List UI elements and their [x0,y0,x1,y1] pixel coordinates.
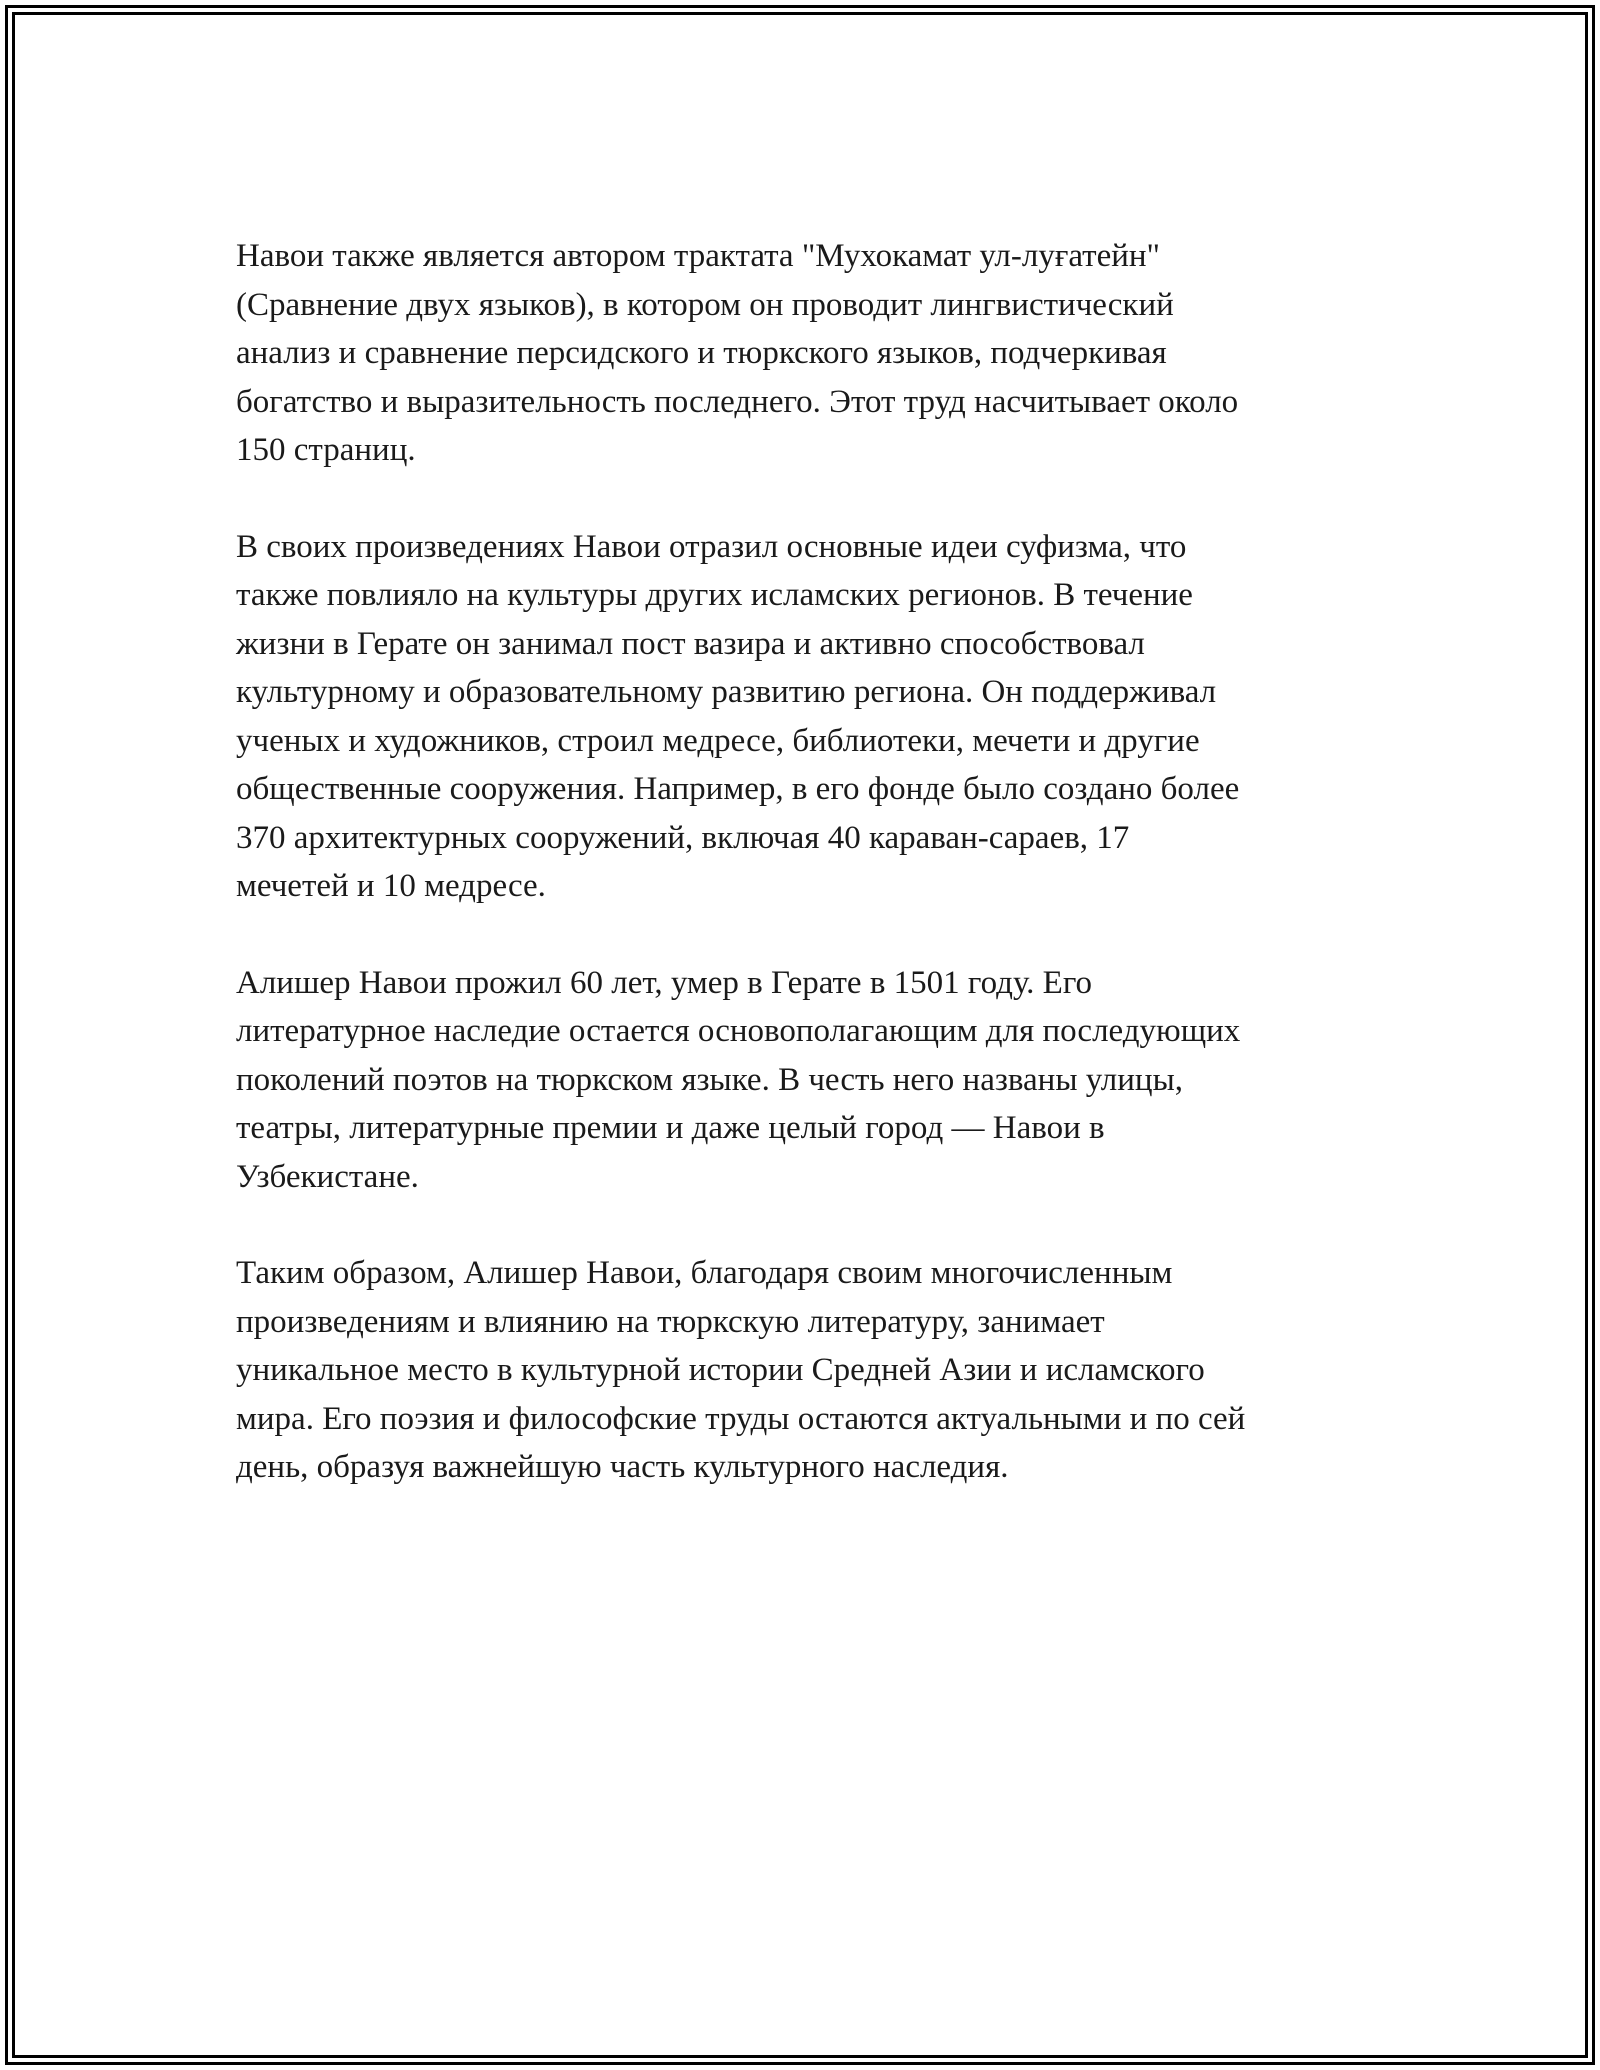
paragraph-4: Таким образом, Алишер Навои, благодаря своим многочисленным произведениям и влиянию на тюркскую литературу, занимает уникальное место в культурной истории Средней Азии и исламского мира. Его поэзия и философские труды остаются актуальными и по сей день, образуя важнейшую часть культурного наследия. [236,1255,1246,1485]
document-body [236,232,1376,1540]
paragraph-1: Навои также является автором трактата "Мухокамат ул-луғатейн" (Сравнение двух языков), в котором он проводит лингвистический анализ и сравнение персидского и тюркского языков, подчеркивая богатство и выразительность последнего. Этот труд насчитывает около 150 страниц. [236,238,1239,468]
paragraph-3: Алишер Навои прожил 60 лет, умер в Герате в 1501 году. Его литературное наследие остается основополагающим для последующих поколений поэтов на тюркском языке. В честь него названы улицы, театры, литературные премии и даже целый город — Навои в Узбекистане. [236,964,1241,1195]
paragraph-2: В своих произведениях Навои отразил основные идеи суфизма, что также повлияло на культуры других исламских регионов. В течение жизни в Герате он занимал пост вазира и активно способствовал культурному и образовательному развитию региона. Он поддерживал ученых и художников, строил медресе, библиотеки, мечети и другие общественные сооружения. Например, в его фонде было создано более 370 архитектурных сооружений, включая 40 караван-сараев, 17 мечетей и 10 медресе. [236,528,1240,904]
